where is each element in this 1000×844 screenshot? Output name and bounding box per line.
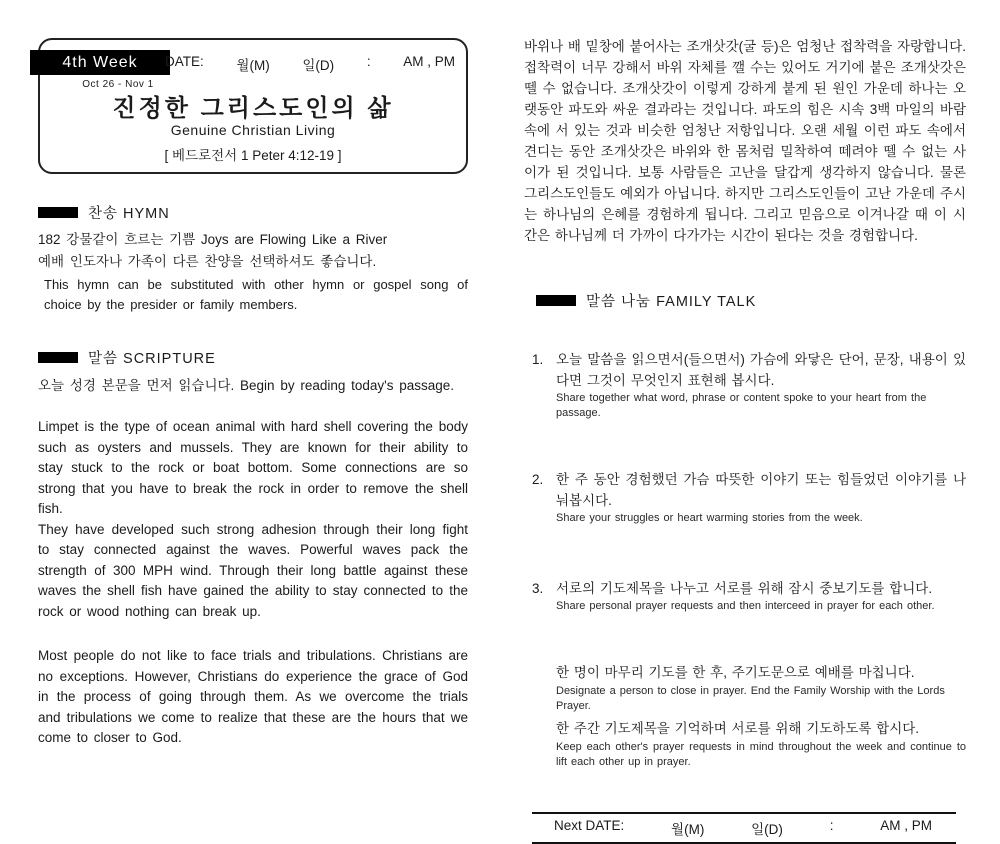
page-title-english: Genuine Christian Living [170, 122, 336, 138]
scripture-heading [38, 347, 468, 368]
page-title-korean: 진정한 그리스도인의 삶 [112, 95, 394, 122]
ampm-label: AM , PM [403, 54, 455, 69]
family-talk-heading-label: 말씀 나눔 FAMILY TALK [586, 294, 757, 310]
item-english: Share together what word, phrase or content spoke to your heart from the passage. [556, 392, 927, 419]
family-talk-heading [536, 290, 966, 311]
item-english: Share your struggles or heart warming stories from the week. [556, 512, 863, 524]
item-korean: 서로의 기도제목을 나누고 서로를 위해 잠시 중보기도를 합니다. [556, 581, 933, 596]
paragraph-adhesion: They have developed such strong adhesion through their long fight to stay connected against the waves. Powerful waves pack the strength of 300 MPH wind. Through their long battle against these waves the shell fish have gained the ability to stay connected to the rock or wood nothing can break up. [38, 521, 468, 619]
section-marker [536, 295, 576, 306]
item-text [556, 578, 966, 614]
closing-prayer-section [556, 664, 966, 770]
closing-korean-1: 한 명이 마무리 기도를 한 후, 주기도문으로 예배를 마칩니다. [556, 665, 915, 680]
family-talk-item-1 [532, 349, 966, 421]
hymn-heading [38, 202, 468, 223]
next-date-month-blank: 월(M) [671, 822, 705, 837]
family-talk-item-3 [532, 578, 966, 614]
section-marker [38, 352, 78, 363]
family-talk-item-2 [532, 469, 966, 526]
next-date-time-colon: : [829, 818, 834, 833]
item-number: 3. [532, 581, 544, 596]
hymn-number-title: 182 강물같이 흐르는 기쁨 Joys are Flowing Like a River [38, 232, 388, 247]
date-row [165, 54, 455, 74]
title-box [38, 38, 468, 174]
closing-english-1: Designate a person to close in prayer. End the Family Worship with the Lords Prayer. [556, 685, 945, 712]
item-number: 1. [532, 352, 544, 367]
next-date-box [532, 812, 956, 844]
scripture-reference: [ 베드로전서 1 Peter 4:12-19 ] [164, 148, 342, 163]
hymn-heading-label: 찬송 HYMN [88, 206, 170, 222]
date-day-blank: 일(D) [302, 58, 335, 73]
closing-english-2: Keep each other's prayer requests in mind throughout the week and continue to lift each other up in prayer. [556, 741, 966, 768]
right-column [524, 36, 966, 844]
scripture-section [38, 347, 468, 749]
hymn-note-korean: 예배 인도자나 가족이 다른 찬양을 선택하셔도 좋습니다. [38, 253, 377, 269]
date-month-blank: 월(M) [236, 58, 270, 73]
scripture-intro: 오늘 성경 본문을 먼저 읽습니다. Begin by reading today's passage. [38, 378, 455, 393]
week-label: 4th Week [62, 54, 138, 71]
item-number: 2. [532, 472, 544, 487]
scripture-heading-label: 말씀 SCRIPTURE [88, 351, 216, 367]
hymn-note-english: This hymn can be substituted with other hymn or gospel song of choice by the presider or family members. [44, 277, 468, 312]
time-colon: : [366, 54, 371, 69]
date-label: DATE: [165, 54, 204, 69]
closing-korean-2: 한 주간 기도제목을 기억하며 서로를 위해 기도하도록 합시다. [556, 721, 920, 736]
item-korean: 오늘 말씀을 읽으면서(들으면서) 가슴에 와닿은 단어, 문장, 내용이 있다면 그것이 무엇인지 표현해 봅시다. [556, 352, 966, 388]
next-date-ampm: AM , PM [880, 818, 932, 833]
item-text [556, 349, 966, 421]
meditation-paragraph-korean: 바위나 배 밑창에 붙어사는 조개삿갓(굴 등)은 엄청난 접착력을 자랑합니다. 접착력이 너무 강해서 바위 자체를 깰 수는 있어도 거기에 붙은 조개삿갓은 뗄 수 없습니다. 조개삿갓이 이렇게 강하게 붙게 된 원인 가운데 하나는 오랫동안 파도와 싸운 결과라는 것입니다. 파도의 힘은 시속 3백 마일의 바람 속에 서 있는 것과 비슷한 엄청난 저항입니다. 오랜 세월 이런 파도 속에서 견디는 동안 조개삿갓은 바위와 한 몸처럼 밀착하여 떼려야 뗄 수 없는 사이가 된 것입니다. 보통 사람들은 고난을 달갑게 생각하지 않습니다. 물론 그리스도인들도 예외가 아닙니다. 하지만 그리스도인들이 고난 가운데 주시는 하나님의 은혜를 경험하게 됩니다. 그리고 믿음으로 이겨나갈 때 이 시간은 하나님께 더 가까이 다가가는 시간이 된다는 것을 경험합니다. [524, 39, 966, 243]
next-date-label: Next DATE: [554, 818, 625, 833]
left-column [38, 36, 468, 749]
paragraph-trials: Most people do not like to face trials and tribulations. Christians are no exceptions. However, Christians do experience the grace of God in the process of going through them. As we overcome the trials and tribulations we come to realize that these are the hours that we come to closer to God. [38, 648, 468, 745]
week-range: Oct 26 - Nov 1 [82, 79, 154, 90]
paragraph-limpet: Limpet is the type of ocean animal with hard shell covering the body such as oysters and mussels. They are known for their ability to stay stuck to the rock or boat bottom. Some connections are so strong that you have to break the rock in order to remove the shell fish. [38, 419, 468, 516]
section-marker [38, 207, 78, 218]
next-date-day-blank: 일(D) [751, 822, 783, 837]
item-text [556, 469, 966, 526]
hymn-section [38, 202, 468, 315]
scripture-paragraphs [38, 417, 468, 749]
week-badge [30, 50, 170, 75]
item-korean: 한 주 동안 경험했던 가슴 따뜻한 이야기 또는 힘들었던 이야기를 나눠봅시다. [556, 472, 966, 508]
item-english: Share personal prayer requests and then interceed in prayer for each other. [556, 600, 935, 612]
next-date-row [532, 818, 956, 838]
